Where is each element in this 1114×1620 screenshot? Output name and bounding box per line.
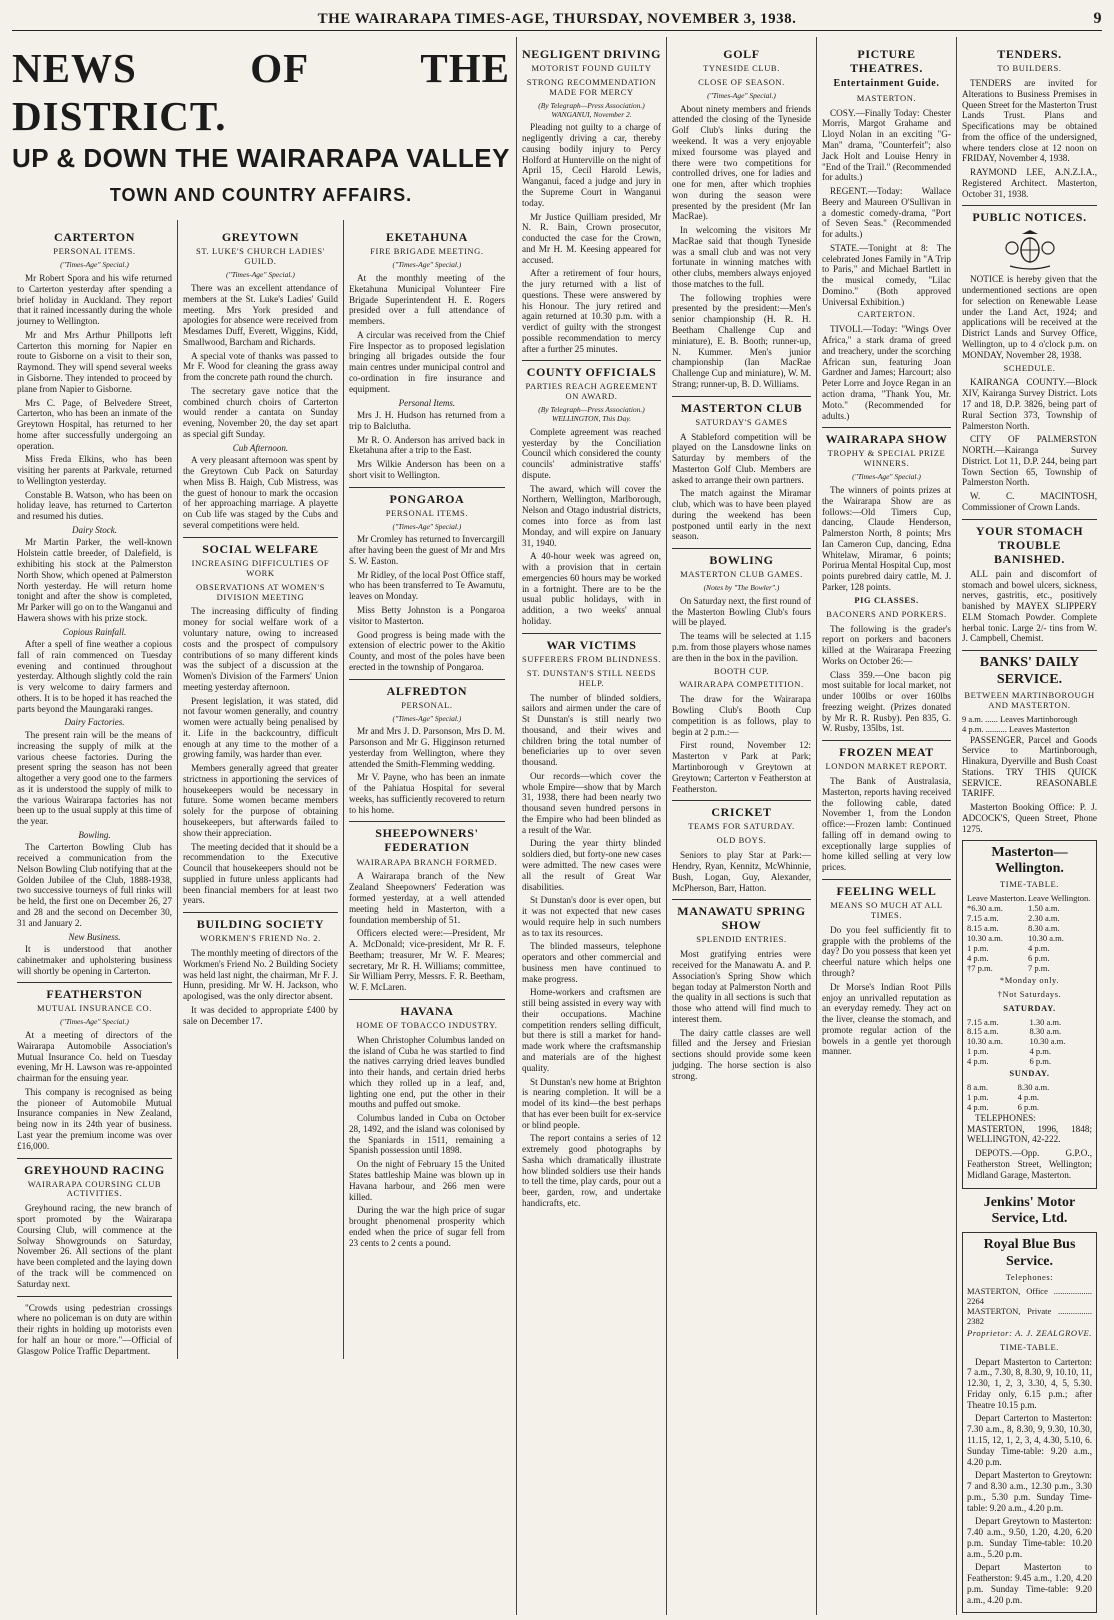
- special-line: ("Times-Age" Special.): [392, 260, 462, 270]
- paragraph: The meeting decided that it should be a recommendation to the Executive Council that housekeepers should not be supplied in future unless applicants had been financial members for at least two years.: [182, 841, 338, 906]
- subhead-pig-classes: PIG CLASSES.: [854, 594, 919, 605]
- paragraph: Miss Freda Elkins, who has been visiting her parents at Parkvale, returned to Wellington yesterday.: [17, 454, 172, 486]
- subcolumn-1: [12, 220, 178, 1359]
- divider: [17, 1296, 172, 1297]
- paragraph: After a spell of fine weather a copious fall of rain commenced on Tuesday evening and continued throughout yesterday. Although slightly cold the rain is very welcome to dairy farmers and others. It is to be hoped it has reached the parts beyond the Maungaraki ranges.: [17, 639, 172, 714]
- article-head-negligent-driving: NEGLIGENT DRIVING: [522, 47, 662, 61]
- article-head-greytown: GREYTOWN: [221, 230, 300, 245]
- paragraph: "Crowds using pedestrian crossings where no policeman is on duty are within their rights in holding up motorists even for half an hour or more."—Official of Glasgow Police Traffic Department.: [17, 1302, 172, 1356]
- table-cell: 1 p.m.: [967, 1092, 989, 1103]
- paragraph: After a retirement of four hours, the jury returned with a list of questions. These were answered by his Honour. The jury retired and again returned at 10.30 p.m. with a verdict of guilty with the strongest possible recommendation to mercy after a further 25 minutes.: [522, 268, 661, 354]
- article-kicker: MUTUAL INSURANCE CO.: [37, 1003, 152, 1014]
- special-line: ("Times-Age" Special.): [392, 521, 462, 531]
- paragraph: Class 359.—One bacon pig most suitable for local market, not under 100lbs or over 160lbs freezing weight. (Prizes donated by Mr R. R. Rusby). Pen 835, G. W. Rusby, 135lbs, 1st.: [822, 669, 951, 734]
- paragraph: The report contains a series of 12 extremely good photographs by Sasha which dramatically illustrate how blinded soldiers use their hands to tell the time, play cards, pour out a beer, garden, row, and undertake handicrafts, etc.: [522, 1133, 661, 1208]
- royal-blue-timetable-head: TIME-TABLE.: [999, 1341, 1060, 1352]
- article-kicker: MOTORIST FOUND GUILTY: [531, 63, 652, 74]
- article-kicker: TEAMS FOR SATURDAY.: [688, 821, 795, 832]
- paragraph: St Dunstan's new home at Brighton is nearing completion. It will be a model of its kind—the best perhaps that has ever been built for ex-service or blind people.: [522, 1076, 661, 1130]
- article-head-building-society: BUILDING SOCIETY: [183, 912, 338, 931]
- royal-blue-proprietor: Proprietor: A. J. ZEALGROVE.: [967, 1327, 1092, 1338]
- article-kicker-2: ST. DUNSTAN'S STILL NEEDS HELP.: [526, 667, 657, 688]
- paragraph: Depart Masterton to Greytown: 7 and 8.30 a.m., 12.30 p.m., 3.30 p.m., 5.30 p.m. Sunday Time-table: 9.20 a.m., 4.20 p.m.: [967, 1470, 1092, 1513]
- paragraph: DEPOTS.—Opp. G.P.O., Featherston Street, Wellington; Midland Garage, Masterton.: [967, 1148, 1092, 1180]
- timetable-sunday: [967, 1083, 1092, 1113]
- paragraph: Officers elected were:—President, Mr A. McDonald; vice-president, Mr R. F. Beetham; treasurer, Mr W. F. Meares; secretary, Mr R. H. Williams; committee, Sir William Perry, Messrs. F. R. Beetham, W. F. McLaren.: [348, 928, 505, 993]
- table-cell: 10.30 a.m.: [1029, 1036, 1066, 1047]
- paragraph: Our records—which cover the whole Empire—show that by March 31, 1938, there had been nearly two thousand seven hundred persons in the Empire who had been blinded as a result of the War.: [522, 770, 661, 835]
- table-cell: 10.30 a.m.: [967, 932, 1003, 943]
- paragraph: Mr and Mrs J. D. Parsonson, Mrs D. M. Parsonson and Mr G. Higginson returned yesterday from Wellington, where they attended the Smith-Flemming wedding.: [348, 726, 505, 769]
- timetable-saturday-head: SATURDAY.: [1003, 1002, 1056, 1013]
- table-cell: 6 p.m.: [1029, 1056, 1051, 1067]
- column-negligent-county-war: [517, 37, 667, 1615]
- article-kicker: WAIRARAPA BRANCH FORMED.: [356, 856, 498, 867]
- article-kicker: WORKMEN'S FRIEND No. 2.: [200, 933, 321, 944]
- table-row: [967, 1103, 1092, 1113]
- article-kicker: WAIRARAPA COURSING CLUB ACTIVITIES.: [27, 1178, 162, 1199]
- paragraph: During the war the high price of sugar brought phenomenal prosperity which ended when the price of sugar fell from 23 cents to 2 cents a pound.: [348, 1205, 505, 1248]
- article-head-picture-theatres: PICTURE THEATRES.: [850, 47, 923, 76]
- special-line: (By Telegraph—Press Association.) WANGANUI, November 2.: [538, 100, 645, 119]
- table-cell: 2.30 a.m.: [1027, 913, 1060, 924]
- column-pictures-show-meat: [817, 37, 957, 1615]
- article-kicker: PERSONAL ITEMS.: [53, 246, 136, 257]
- banks-row: 9 a.m. ...... Leaves Martinborough: [962, 713, 1078, 724]
- subhead: Personal Items.: [398, 397, 456, 408]
- timetable-note: †Not Saturdays.: [997, 988, 1062, 999]
- paragraph: REGENT.—Today: Wallace Beery and Maureen O'Sullivan in a domestic comedy-drama, "Port of Seven Seas." (Recommended for adults.): [822, 186, 951, 240]
- paragraph: TIVOLI.—Today: "Wings Over Africa," a stark drama of greed and treachery, under the scorching African sun, featuring Joan Gardner and James; Harcourt; also Peter Lorre and Joyce Regan in an action drama, "Thank You, Mr. Moto." (Recommended for adults.): [822, 324, 951, 421]
- article-head-greyhound: GREYHOUND RACING: [17, 1158, 172, 1177]
- paragraph: Greyhound racing, the new branch of sport promoted by the Wairarapa Coursing Club, will commence at the Solway Showgrounds on Saturday, November 26. All sections of the plant have been completed and the laying down of the track will be commenced on Saturday next.: [17, 1203, 172, 1289]
- timetable-col-head: Leave Masterton.: [967, 893, 1027, 904]
- paragraph: When Christopher Columbus landed on the island of Cuba he was startled to find the natives carrying dried leaves bundled into their hands, and certain dried herbs which they rolled up in a leaf, and, lighting one end, put the other in their mouths and puffed out smoke.: [348, 1034, 505, 1110]
- paragraph: Mrs C. Page, of Belvedere Street, Carterton, who has been an inmate of the Greytown Hospital, has returned to her home after successfully undergoing an operation.: [17, 397, 172, 451]
- paragraph: Good progress is being made with the extension of electric power to the Akitio County, and most of the poles have been erected in the township of Pongaroa.: [348, 629, 505, 672]
- column-notices-timetables: [957, 37, 1102, 1615]
- paragraph: Dr Morse's Indian Root Pills enjoy an unrivalled reputation as an everyday remedy. They act on the liver, cleanse the stomach, and promote regular action of the bowels in a gentle yet thorough manner.: [822, 981, 951, 1057]
- article-kicker: SUFFERERS FROM BLINDNESS.: [522, 653, 661, 664]
- paragraph: The winners of points prizes at the Wairarapa Show are as follows:—Old Timers Cup, dancing, Claude Henderson, Palmerston North, 8 points; Mrs Ian Cameron Cup, dancing, Edna Whitelaw, Miramar, 6 points; Porirua Mental Hospital Cup, most points purebred dairy cattle, M. J. Parker, 128 points.: [822, 484, 951, 592]
- timetable-weekday: [967, 894, 1092, 974]
- article-kicker-2: CLOSE OF SEASON.: [698, 76, 785, 87]
- subhead-booth-cup: BOOTH CUP.: [713, 665, 770, 676]
- article-head-sheepowners: SHEEPOWNERS' FEDERATION: [349, 821, 505, 854]
- special-line: ("Times-Age" Special.): [392, 713, 462, 723]
- paragraph: Depart Greytown to Masterton: 7.40 a.m., 9.50, 1.20, 4.20, 6.20 p.m. Sunday Time-table: 10.20 a.m., 5.20 p.m.: [967, 1516, 1092, 1559]
- masthead: [12, 8, 1102, 31]
- special-line: (By Telegraph—Press Association.) WELLINGTON, This Day.: [538, 405, 645, 424]
- paragraph: The number of blinded soldiers, sailors and airmen under the care of St Dunstan's is still nearly two thousand, and their wives and children bring the total number of beneficiaries up to over seven thousand.: [522, 692, 661, 768]
- page-number: 9: [1093, 10, 1102, 27]
- article-kicker: TYNESIDE CLUB.: [703, 63, 780, 74]
- article-kicker: MASTERTON CLUB GAMES.: [680, 569, 803, 580]
- paragraph: Mr Robert Spora and his wife returned to Carterton yesterday after spending a brief holiday in Auckland. They report that it rained incessantly during the whole journey to Wellington.: [17, 273, 172, 327]
- article-head-pongaroa: PONGAROA: [349, 487, 505, 506]
- article-kicker: SPLENDID ENTRIES.: [696, 934, 787, 945]
- ad-head-stomach: YOUR STOMACH TROUBLE BANISHED.: [962, 519, 1097, 566]
- paragraph: There was an excellent attendance of members at the St. Luke's Ladies' Guild meeting. Mrs York presided and apologies for absence were received from Mesdames Duff, Everett, Wiggins, Kidd, Smallwood, Barcham and Richards.: [182, 283, 338, 347]
- ad-head-banks-service: BANKS' DAILY SERVICE.: [962, 650, 1097, 688]
- paragraph: First round, November 12: Masterton v Park at Park; Martinborough v Greytown at Greytown; Carterton v Featherston at Featherston.: [672, 740, 811, 794]
- table-cell: 7.15 a.m.: [967, 913, 999, 924]
- paragraph: The following trophies were presented by the president:—Men's senior championship (H. R. H. Beetham Challenge Cup and miniature), E. B. Booth; runner-up, N. Kummer. Men's junior championship (Ian MacRae Challenge Cup and miniature), W. M. Strang; runner-up, B. D. Williams.: [672, 292, 811, 389]
- paragraph: Masterton Booking Office: P. J. ADCOCK'S, Queen Street, Phone 1275.: [962, 802, 1097, 834]
- article-kicker: PARTIES REACH AGREEMENT ON AWARD.: [525, 381, 658, 402]
- article-head-county-officials: COUNTY OFFICIALS: [522, 360, 661, 379]
- article-kicker: PERSONAL.: [401, 699, 453, 710]
- royal-blue-kicker: Telephones:: [1005, 1272, 1054, 1283]
- jenkins-motor-service: Jenkins' Motor Service, Ltd.: [983, 1194, 1076, 1226]
- timetable-kicker: TIME-TABLE.: [999, 879, 1060, 890]
- table-cell: 1.30 a.m.: [1029, 1016, 1062, 1027]
- banks-row: 4 p.m. .......... Leaves Masterton: [962, 723, 1070, 734]
- article-kicker-2: STRONG RECOMMENDATION MADE FOR MERCY: [526, 76, 657, 97]
- table-row: [967, 1057, 1092, 1067]
- paragraph: The Carterton Bowling Club has received a communication from the Nelson Bowling Club notifying that at the Golden Jubilee of the Club, 1888-1938, two successive tourneys of full rinks will be held, the first one on December 26, 27 and 28 and the second on December 30, 31 and January 2.: [17, 842, 172, 928]
- paragraph: Depart Carterton to Masterton: 7.30 a.m., 8, 8.30, 9, 9.30, 10.30, 11.15, 12, 1, 2, 3, 4, 4.30, 5.10, 6. Sunday Time-table: 9.20 a.m., 4.20 p.m.: [967, 1413, 1092, 1467]
- paragraph: PASSENGER, Parcel and Goods Service to Martinborough, Hinakura, Dyerville and Bush Coast Stations. TRY THIS QUICK SERVICE. REASONABLE TARIFF.: [962, 734, 1097, 799]
- article-head-bowling: BOWLING: [672, 548, 811, 567]
- paragraph: Miss Betty Johnston is a Pongaroa visitor to Masterton.: [348, 604, 505, 626]
- article-head-feeling-well: FEELING WELL: [822, 879, 951, 898]
- special-line: ("Times-Age" Special.): [707, 90, 776, 100]
- royal-blue-head: Royal Blue Bus Service.: [983, 1237, 1076, 1269]
- special-line: ("Times-Age" Special.): [226, 270, 295, 280]
- paragraph: Depart Masterton to Featherston: 9.45 a.m., 1.20, 4.20 p.m. Sunday Time-table: 9.20 a.m., 4.20 p.m.: [967, 1562, 1092, 1605]
- table-cell: 8.30 a.m.: [1027, 923, 1060, 934]
- article-head-golf: GOLF: [723, 47, 760, 61]
- royal-blue-phone: MASTERTON, Office .................. 2264: [967, 1285, 1092, 1306]
- table-cell: 1.50 a.m.: [1027, 903, 1060, 914]
- subcolumn-3: [344, 220, 510, 1359]
- subhead: New Business.: [68, 931, 121, 942]
- article-head-eketahuna: EKETAHUNA: [385, 230, 468, 245]
- table-cell: 6 p.m.: [1017, 1102, 1040, 1113]
- article-kicker: FIRE BRIGADE MEETING.: [370, 246, 484, 257]
- paragraph: A 40-hour week was agreed on, with a provision that in certain emergencies 60 hours may be worked in a fortnight. There are to be the usual public holidays, with in addition, a two weeks' annual holiday.: [522, 551, 661, 626]
- paragraph: It is understood that another cabinetmaker and upholstering business will shortly be opening in Carterton.: [17, 944, 172, 976]
- table-cell: 1 p.m.: [967, 1046, 989, 1057]
- article-kicker-2: MEANS SO MUCH AT ALL TIMES.: [830, 900, 943, 920]
- special-line: ("Times-Age" Special.): [852, 472, 921, 482]
- paragraph: The monthly meeting of directors of the Workmen's Friend No. 2 Building Society was held last night, the chairman, Mr F. J. Hunn, presiding. Mr W. H. Jackson, who apologised, was the only director absent.: [182, 948, 338, 1002]
- paragraph: KAIRANGA COUNTY.—Block XIV, Kairanga Survey District. Lots 17 and 18, D.P. 3826, being part of Rural Section 373, Township of Palmerston North.: [962, 377, 1097, 431]
- table-cell: †7 p.m.: [967, 962, 993, 973]
- article-kicker: PERSONAL ITEMS.: [385, 507, 469, 518]
- subhead: Copious Rainfall.: [62, 626, 127, 637]
- banner-town-country: TOWN AND COUNTRY AFFAIRS.: [109, 185, 413, 206]
- paragraph: Mr Justice Quilliam presided, Mr N. R. Bain, Crown prosecutor, conducted the case for the Crown, and Mr H. M. Keesing appeared for accused.: [522, 211, 661, 265]
- paragraph: At the monthly meeting of the Eketahuna Municipal Volunteer Fire Brigade Superintendent H. E. Rogers presided over a full attendance of members.: [348, 273, 505, 327]
- paragraph: NOTICE is hereby given that the undermentioned sections are open for selection on Renewable Lease under the Land Act, 1924; and applications will be received at the District Lands and Survey Office, Wellington, up to 4 o'clock p.m. on MONDAY, November 28, 1938.: [962, 274, 1097, 360]
- banner-news-of-district: NEWS OF THE DISTRICT.: [12, 45, 510, 139]
- article-head-cricket: CRICKET: [672, 800, 811, 819]
- paragraph: A special vote of thanks was passed to Mr F. Wood for cleaning the grass away from the concrete path round the church.: [182, 350, 338, 383]
- table-cell: 6 p.m.: [1027, 952, 1050, 963]
- subhead: Cub Afternoon.: [232, 442, 289, 453]
- paragraph: Mrs Wilkie Anderson has been on a short visit to Wellington.: [348, 459, 505, 480]
- paragraph: On the night of February 15 the United States battleship Maine was blown up in Havana harbour, and 266 men were killed.: [348, 1159, 505, 1202]
- coat-of-arms-icon: [1000, 228, 1060, 270]
- article-head-social-welfare: SOCIAL WELFARE: [183, 537, 338, 556]
- column-golf-bowling-cricket: [667, 37, 817, 1615]
- paragraph: The blinded masseurs, telephone operators and other commercial and business men have continued to make progress.: [522, 941, 661, 984]
- paragraph: During the year thirty blinded soldiers died, but forty-one new cases were admitted. The new cases were all the result of Great War disabilities.: [522, 838, 661, 892]
- table-cell: 8.30 a.m.: [1029, 1026, 1062, 1037]
- paragraph: Members generally agreed that greater strictness in apportioning the services of housekeepers would be necessary in future. Some women became members solely for the purpose of obtaining housekeepers, but afterwards failed to show their appreciation.: [182, 763, 338, 838]
- paragraph: Constable B. Watson, who has been on holiday leave, has returned to Carterton and resumed his duties.: [17, 489, 172, 522]
- subcolumn-2: [178, 220, 344, 1359]
- paragraph: In welcoming the visitors Mr MacRae said that though Tyneside was a small club and was not very fortunate in winning matches with other clubs, members always enjoyed those matches to the full.: [672, 225, 811, 289]
- table-cell: 1 p.m.: [967, 942, 989, 953]
- paragraph: The teams will be selected at 1.15 p.m. from those players whose names are then in the box in the pavilion.: [672, 631, 811, 663]
- table-row: [967, 964, 1092, 974]
- paragraph: TELEPHONES: MASTERTON, 1996, 1848; WELLINGTON, 42-222.: [967, 1112, 1092, 1145]
- table-cell: 10.30 a.m.: [967, 1036, 1003, 1047]
- special-line: ("Times-Age" Special.): [60, 1017, 129, 1027]
- timetable-col-head: Leave Wellington.: [1027, 893, 1091, 904]
- paragraph: The present rain will be the means of increasing the supply of milk at the various cheese factories. During the present spring the season has not been altogether a very good one to the farmers as it is understood the supply of milk to the various Wairarapa factories has not been up to the usual supply at this time of the year.: [17, 730, 172, 827]
- table-cell: 4 p.m.: [1027, 942, 1050, 953]
- table-cell: 8.15 a.m.: [967, 923, 999, 934]
- table-cell: *6.30 a.m.: [967, 903, 1003, 914]
- paragraph: A Wairarapa branch of the New Zealand Sheepowners' Federation was formed yesterday, at a well attended meeting held in Masterton, with a foundation membership of 51.: [348, 871, 505, 925]
- news-of-district-block: [12, 37, 517, 1615]
- notice-head-tenders: TENDERS.: [997, 47, 1062, 61]
- paragraph: The draw for the Wairarapa Bowling Club's Booth Cup competition is as follows, play to begin at 2 p.m.:—: [672, 694, 811, 737]
- paragraph: Depart Masterton to Carterton: 7 a.m., 7.30, 8, 8.30, 9, 10.10, 11, 12.30, 1, 2, 3, 3.30, 4, 5, 5.30. Friday only, 6.15 p.m.; after Theatre 10.15 p.m.: [967, 1356, 1092, 1410]
- article-kicker-2: OLD BOYS.: [716, 835, 767, 846]
- article-head-alfredton: ALFREDTON: [349, 679, 505, 698]
- subhead: Bowling.: [78, 829, 111, 840]
- special-line: ("Times-Age" Special.): [60, 260, 129, 270]
- paragraph: A very pleasant afternoon was spent by the Greytown Cub Pack on Saturday when Miss B. Haigh, Cub Mistress, was the guest of honour to mark the occasion of her approaching marriage. A playette on Cub life was staged by the Cubs and several competitions were held.: [182, 455, 338, 530]
- subhead-carterton: CARTERTON.: [857, 309, 916, 320]
- article-kicker: Entertainment Guide.: [833, 78, 940, 90]
- paragraph: Do you feel sufficiently fit to grapple with the problems of the day? Do you possess that keen yet cheerful nature which helps one through?: [822, 924, 951, 978]
- article-head-masterton-club: MASTERTON CLUB: [672, 396, 811, 415]
- paragraph: STATE.—Tonight at 8: The celebrated Jones Family in "A Trip to Paris," and Michael Bartlett in the musical comedy, "Lilac Domino." (Both approved Universal Exhibition.): [822, 242, 951, 307]
- paragraph: Home-workers and craftsmen are still being assisted in every way with their occupations. Machine competition renders selling difficult, but there is still a market for hand-made work where the craftsmanship and materials are of the highest quality.: [522, 987, 661, 1073]
- table-cell: 4 p.m.: [967, 1056, 989, 1067]
- paragraph: A circular was received from the Chief Fire Inspector as to proposed legislation bringing all brigades outside the four main centres under municipal control and co-ordination in fire insurance and equipment.: [348, 329, 505, 394]
- paragraph: ALL pain and discomfort of stomach and bowel ulcers, sickness, nerves, gastritis, etc., positively banished by MAYEX SLIPPERY ELM Stomach Powder. Complete herbal tonic. Large 2/- tins from W. J. Campbell, Chemist.: [962, 568, 1097, 644]
- paragraph: The match against the Miramar club, which was to have been played during the weekend has been postponed until early in the next season.: [672, 488, 811, 542]
- banner-up-down-valley: UP & DOWN THE WAIRARAPA VALLEY: [12, 142, 510, 173]
- article-head-war-victims: WAR VICTIMS: [522, 633, 661, 652]
- paragraph: The award, which will cover the Northern, Wellington, Marlborough, Nelson and Otago industrial districts, comes into force as from last Monday, and will expire on January 31, 1940.: [522, 483, 661, 548]
- special-line: (Notes by "The Bowler".): [703, 583, 780, 593]
- paragraph: Mr R. O. Anderson has arrived back in Eketahuna after a trip to the East.: [348, 434, 505, 456]
- timetable-sunday-head: SUNDAY.: [1009, 1068, 1050, 1079]
- timetable-saturday: [967, 1018, 1092, 1068]
- table-cell: 7 p.m.: [1027, 962, 1050, 973]
- timetable-head: Masterton—Wellington.: [991, 844, 1068, 876]
- table-cell: 7.15 a.m.: [967, 1016, 999, 1027]
- notice-head-public-notices: PUBLIC NOTICES.: [962, 205, 1097, 224]
- subhead: Dairy Factories.: [64, 717, 125, 728]
- notice-schedule: SCHEDULE.: [1003, 362, 1056, 373]
- paragraph: St Dunstan's door is ever open, but it was not expected that new cases would require help in such numbers as to tax its resources.: [522, 895, 661, 938]
- subhead-wairarapa-competition: WAIRARAPA COMPETITION.: [679, 679, 804, 690]
- article-kicker: INCREASING DIFFICULTIES OF WORK: [191, 557, 330, 578]
- paragraph: COSY.—Finally Today: Chester Morris, Margot Grahame and Lloyd Nolan in an exciting "G-Man" drama, "Counterfeit"; also Jack Holt and Louise Henry in "End of the Trail." (Recommended for adults.): [822, 107, 951, 183]
- article-kicker-2: OBSERVATIONS AT WOMEN'S DIVISION MEETING: [195, 581, 325, 602]
- table-cell: 4 p.m.: [967, 952, 989, 963]
- paragraph: Mr V. Payne, who has been an inmate of the Pahiatua Hospital for several weeks, has sufficiently recovered to return to his home.: [348, 772, 505, 815]
- paragraph: The dairy cattle classes are well filled and the Jersey and Friesian sections should provide some keen judging. The horse section is also strong.: [672, 1027, 811, 1081]
- paragraph: At a meeting of directors of the Wairarapa Automobile Association's Mutual Insurance Co. held on Tuesday evening, Mr H. Lawson was re-appointed chairman for the ensuing year.: [17, 1030, 172, 1084]
- paragraph: TENDERS are invited for Alterations to Business Premises in Queen Street for the Masterton Trust Lands Trust. Plans and Specifications may be obtained from the office of the undersigned, where tenders close at 12 noon on FRIDAY, November 4, 1938.: [962, 77, 1097, 164]
- paragraph: The increasing difficulty of finding money for social welfare work of a voluntary nature, owing to increased costs and the prospect of compulsory contributions of so many different kinds was the subject of a discussion at the Women's Division of the Farmers' Union meeting yesterday afternoon.: [182, 606, 338, 692]
- article-kicker-2: MASTERTON.: [856, 92, 917, 103]
- table-cell: 4 p.m.: [1029, 1046, 1051, 1057]
- article-kicker: SATURDAY'S GAMES: [695, 416, 788, 427]
- article-kicker: TROPHY & SPECIAL PRIZE WINNERS.: [827, 448, 946, 469]
- signature: RAYMOND LEE, A.N.Z.I.A., Registered Architect. Masterton, October 31, 1938.: [962, 167, 1097, 199]
- paragraph: CITY OF PALMERSTON NORTH.—Kairanga Survey District. Lot 11, D.P. 244, being part Town Section 65, Township of Palmerston North.: [962, 434, 1097, 488]
- paragraph: This company is recognised as being the pioneer of Automobile Mutual Insurance companies in New Zealand, being now in its 24th year of business. Last year the premium income was over £16,000.: [17, 1086, 172, 1151]
- table-cell: 4 p.m.: [1017, 1092, 1040, 1103]
- paragraph: It was decided to appropriate £400 by sale on December 17.: [182, 1004, 338, 1026]
- royal-blue-phone: MASTERTON, Private ................ 2382: [967, 1305, 1092, 1326]
- table-cell: 8.15 a.m.: [967, 1026, 999, 1037]
- article-kicker-2: BACONERS AND PORKERS.: [826, 608, 947, 619]
- paragraph: Columbus landed in Cuba on October 28, 1492, and the island was colonised by the Spaniards in 1511, remaining a Spanish possession until 1898.: [348, 1113, 505, 1156]
- article-head-carterton: CARTERTON: [53, 230, 135, 245]
- paragraph: Mr Martin Parker, the well-known Holstein cattle breeder, of Dalefield, is exhibiting his stock at the Palmerston North Show, which opened at Palmerston North yesterday. He will return home tonight and after the show is completed, Mr Parker will go on to the Wanganui and Hawera shows with his prize stock.: [17, 537, 172, 623]
- paragraph: The following is the grader's report on porkers and baconers killed at the Wairarapa Freezing Works on October 26:—: [822, 623, 951, 666]
- article-kicker: HOME OF TOBACCO INDUSTRY.: [356, 1019, 498, 1030]
- paragraph: Complete agreement was reached yesterday by the Conciliation Council which considered the county councils' administrative staffs' dispute.: [522, 426, 661, 480]
- timetable-note: *Monday only.: [999, 974, 1060, 985]
- paragraph: The Bank of Australasia, Masterton, reports having received the following cable, dated November 1, from the London office:—Frozen lamb: Continued falling off in demand owing to exceptionally large supplies of home killed selling at very low prices.: [822, 776, 951, 873]
- paragraph: The secretary gave notice that the combined church choirs of Carterton would render a cantata on Sunday evening, November 20, the day set apart as special gift Sunday.: [182, 385, 338, 440]
- ad-kicker: BETWEEN MARTINBOROUGH AND MASTERTON.: [964, 689, 1095, 710]
- paragraph: Seniors to play Star at Park:—Hendry, Ryan, Kennitz, McWhinnie, Bush, Logan, Guy, Alexander, McPherson, Barr, Hatton.: [672, 850, 811, 893]
- subhead: Dairy Stock.: [71, 524, 117, 535]
- signature: W. C. MACINTOSH, Commissioner of Crown Lands.: [962, 491, 1097, 512]
- article-head-frozen-meat: FROZEN MEAT: [822, 740, 951, 759]
- masthead-title: THE WAIRARAPA TIMES-AGE, THURSDAY, NOVEMBER 3, 1938.: [317, 10, 797, 27]
- article-head-manawatu-show: MANAWATU SPRING SHOW: [672, 899, 811, 932]
- paragraph: On Saturday next, the first round of the Masterton Bowling Club's fours will be played.: [672, 595, 811, 628]
- table-cell: 4 p.m.: [967, 1102, 989, 1113]
- table-cell: 8.30 a.m.: [1017, 1082, 1050, 1093]
- paragraph: Mrs J. H. Hudson has returned from a trip to Balclutha.: [348, 410, 505, 431]
- paragraph: Present legislation, it was stated, did not favour women generally, and country women were actually being penalised by it. Life in the backcountry, difficult enough at any time to the mother of a growing family, was harder than ever.: [182, 695, 338, 760]
- notice-kicker: TO BUILDERS.: [997, 63, 1062, 74]
- paragraph: Most gratifying entries were received for the Manawatu A. and P. Association's Spring Show which began today at Palmerston North and the quality in all sections is such that those who attend will find much to interest them.: [672, 949, 811, 1024]
- royal-blue-bus-timetable: [962, 1232, 1097, 1613]
- masterton-wellington-timetable: [962, 840, 1097, 1189]
- paragraph: About ninety members and friends attended the closing of the Tyneside Golf Club's links during the weekend. It was a very enjoyable mixed foursome was played and there were two competitions for controlled drives, one for ladies and one for men, after which trophies won during the season were presented by the president (Mr Ian MacRae).: [672, 103, 811, 222]
- article-head-featherston: FEATHERSTON: [17, 982, 172, 1001]
- table-cell: 10.30 a.m.: [1027, 932, 1064, 943]
- article-kicker: LONDON MARKET REPORT.: [825, 761, 948, 772]
- table-cell: 8 a.m.: [967, 1082, 989, 1093]
- article-kicker: ST. LUKE'S CHURCH LADIES' GUILD.: [196, 246, 325, 267]
- paragraph: Mr and Mrs Arthur Phillpotts left Carterton this morning for Napier en route to Gisborne on a visit to their son, Raymond. They will spend several weeks in Gisborne. They intended to proceed by plane from Napier to Gisborne.: [17, 329, 172, 394]
- paragraph: Pleading not guilty to a charge of negligently driving a car, thereby causing bodily injury to Percy Holford at Hunterville on the night of April 15, Cecil Harold Lewis, Wanganui, faced a judge and jury in the Supreme Court in Wanganui today.: [522, 122, 661, 208]
- paragraph: A Stableford competition will be played on the Lansdowne links on Saturday by members of the Masterton Golf Club. Members are asked to arrange their own partners.: [672, 431, 811, 485]
- article-head-wairarapa-show: WAIRARAPA SHOW: [822, 427, 951, 446]
- paragraph: Mr Cromley has returned to Invercargill after having been the guest of Mr and Mrs S. W. Easton.: [348, 534, 505, 566]
- paragraph: Mr Ridley, of the local Post Office staff, who has been transferred to Te Awamutu, leaves on Monday.: [348, 569, 505, 602]
- article-head-havana: HAVANA: [349, 999, 505, 1018]
